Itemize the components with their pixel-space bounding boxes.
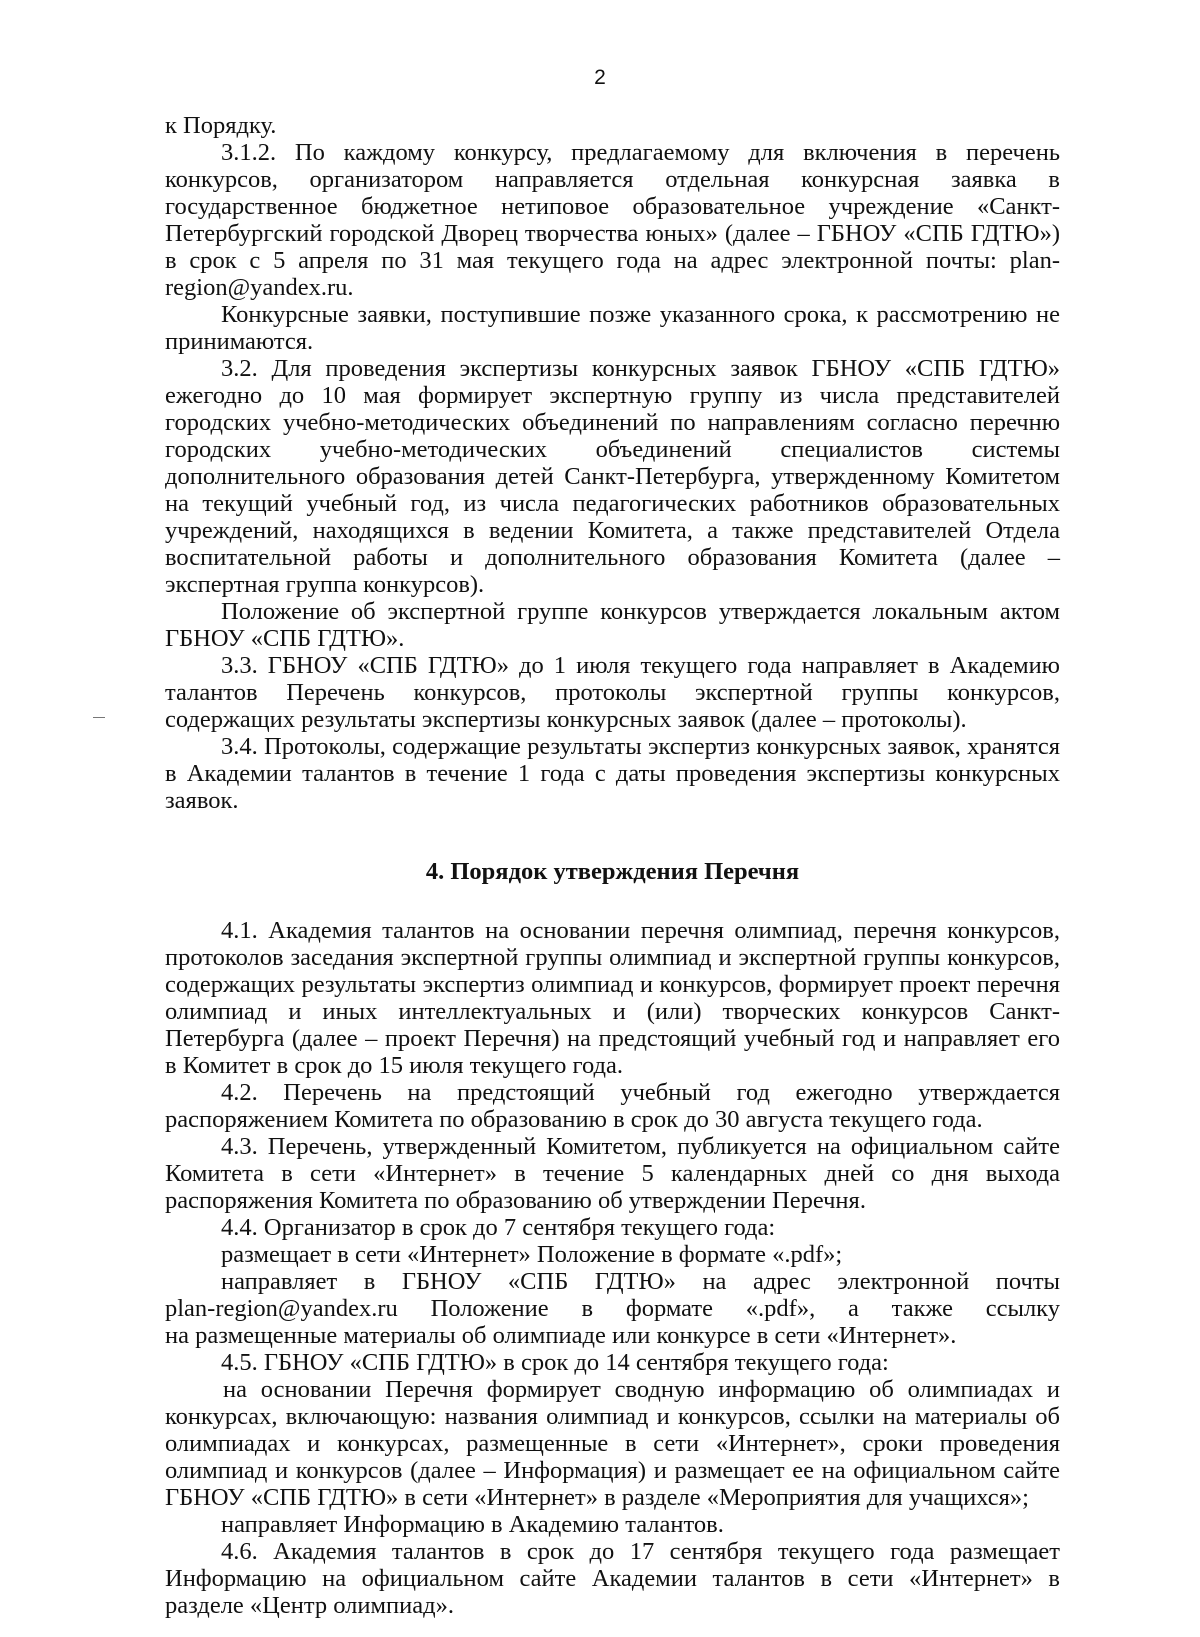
paragraph-4-4-send-line-1: направляет в ГБНОУ «СПБ ГДТЮ» на адрес электронной почты <box>221 1268 1060 1295</box>
document-body <box>165 112 1060 1619</box>
paragraph-4-4-send-line-2: plan-region@yandex.ru Положение в формате «.pdf», а также ссылку <box>165 1295 1060 1322</box>
paragraph-3-3: 3.3. ГБНОУ «СПБ ГДТЮ» до 1 июля текущего года направляет в Академию талантов Перечень конкурсов, протоколы экспертной группы конкурсов, содержащих результаты экспертизы конкурсных заявок (далее – протоколы). <box>165 652 1060 733</box>
paragraph-4-5: 4.5. ГБНОУ «СПБ ГДТЮ» в срок до 14 сентября текущего года: <box>221 1349 889 1376</box>
section-4-heading: 4. Порядок утверждения Перечня <box>425 858 800 885</box>
paragraph-4-5-summary: на основании Перечня формирует сводную информацию об олимпиадах и конкурсах, включающую: названия олимпиад и конкурсов, ссылки на материалы об олимпиадах и конкурсах, размещенные в сети «Интернет», сроки проведения олимпиад и конкурсов (далее – Информация) и размещает ее на официальном сайте ГБНОУ «СПБ ГДТЮ» в сети «Интернет» в разделе «Мероприятия для учащихся»; <box>165 1376 1060 1511</box>
paragraph-late-applications: Конкурсные заявки, поступившие позже указанного срока, к рассмотрению не принимаются. <box>165 301 1060 355</box>
paragraph-3-4: 3.4. Протоколы, содержащие результаты экспертиз конкурсных заявок, хранятся в Академии талантов в течение 1 года с даты проведения экспертизы конкурсных заявок. <box>165 733 1060 814</box>
paragraph-4-5-forward: направляет Информацию в Академию талантов. <box>221 1511 724 1538</box>
scan-artifact <box>93 717 105 718</box>
paragraph-4-4: 4.4. Организатор в срок до 7 сентября текущего года: <box>221 1214 776 1241</box>
paragraph-4-1: 4.1. Академия талантов на основании перечня олимпиад, перечня конкурсов, протоколов заседания экспертной группы олимпиад и экспертной группы конкурсов, содержащих результаты экспертиз олимпиад и конкурсов, формирует проект перечня олимпиад и иных интеллектуальных и (или) творческих конкурсов Санкт-Петербурга (далее – проект Перечня) на предстоящий учебный год и направляет его в Комитет в срок до 15 июля текущего года. <box>165 917 1060 1079</box>
page-number: 2 <box>594 66 606 89</box>
paragraph-3-1-1-tail: к Порядку. <box>165 112 277 139</box>
paragraph-4-2: 4.2. Перечень на предстоящий учебный год ежегодно утверждается распоряжением Комитета по образованию в срок до 30 августа текущего года. <box>165 1079 1060 1133</box>
paragraph-3-2: 3.2. Для проведения экспертизы конкурсных заявок ГБНОУ «СПБ ГДТЮ» ежегодно до 10 мая формирует экспертную группу из числа представителей городских учебно-методических объединений по направлениям согласно перечню городских учебно-методических объединений специалистов системы дополнительного образования детей Санкт-Петербурга, утвержденному Комитетом на текущий учебный год, из числа педагогических работников образовательных учреждений, находящихся в ведении Комитета, а также представителей Отдела воспитательной работы и дополнительного образования Комитета (далее – экспертная группа конкурсов). <box>165 355 1060 598</box>
paragraph-expert-group-regulation: Положение об экспертной группе конкурсов утверждается локальным актом ГБНОУ «СПБ ГДТЮ». <box>165 598 1060 652</box>
paragraph-4-6: 4.6. Академия талантов в срок до 17 сентября текущего года размещает Информацию на официальном сайте Академии талантов в сети «Интернет» в разделе «Центр олимпиад». <box>165 1538 1060 1619</box>
paragraph-3-1-2: 3.1.2. По каждому конкурсу, предлагаемому для включения в перечень конкурсов, организатором направляется отдельная конкурсная заявка в государственное бюджетное нетиповое образовательное учреждение «Санкт-Петербургский городской Дворец творчества юных» (далее – ГБНОУ «СПБ ГДТЮ») в срок с 5 апреля по 31 мая текущего года на адрес электронной почты: plan-region@yandex.ru. <box>165 139 1060 301</box>
paragraph-4-3: 4.3. Перечень, утвержденный Комитетом, публикуется на официальном сайте Комитета в сети «Интернет» в течение 5 календарных дней со дня выхода распоряжения Комитета по образованию об утверждении Перечня. <box>165 1133 1060 1214</box>
paragraph-4-4-send-line-3: на размещенные материалы об олимпиаде или конкурсе в сети «Интернет». <box>165 1322 957 1349</box>
paragraph-4-4-publish: размещает в сети «Интернет» Положение в формате «.pdf»; <box>221 1241 843 1268</box>
